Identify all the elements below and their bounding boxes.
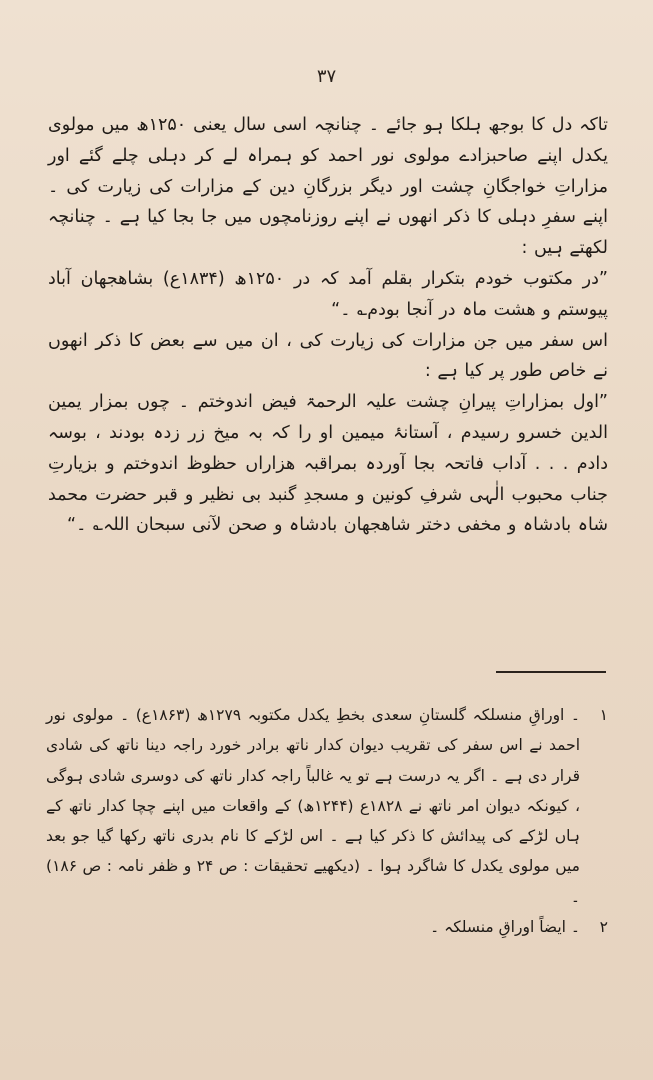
paragraph-shrines: اس سفر میں جن مزارات کی زیارت کی ، ان میں سے بعض کا ذکر انھوں نے خاص طور پر کیا ہے : bbox=[48, 330, 608, 382]
main-text bbox=[48, 110, 608, 541]
footnotes bbox=[46, 700, 608, 942]
footnote-text: ۔ اوراقِ منسلکہ گلستانِ سعدی بخطِ یکدل مکتوبہ ۱۲۷۹ھ (۱۸۶۳ع) ۔ مولوی نور احمد نے اس سفر کی تقریب دیوان کدار ناتھ برادر خورد راجہ دینا ناتھ کی شادی قرار دی ہے ۔ اگر یہ درست ہے تو یہ غالباً راجہ کدار ناتھ کی دوسری شادی ہوگی ، کیونکہ دیوان امر ناتھ نے ۱۸۲۸ع (۱۲۴۴ھ) کے واقعات میں اپنے چچا کدار ناتھ کے ہاں لڑکے کی پیدائش کا ذکر کیا ہے ۔ اس لڑکے کا نام بدری ناتھ رکھا گیا جو بعد میں مولوی یکدل کا شاگرد ہوا ۔ (دیکھیے تحقیقات : ص ۲۴ و ظفر نامہ : ص ۱۸۶) ۔ bbox=[46, 706, 581, 906]
footnote-divider bbox=[496, 671, 606, 673]
footnote-2 bbox=[46, 912, 608, 942]
paragraph-intro: تاکہ دل کا بوجھ ہلکا ہو جائے ۔ چنانچہ اسی سال یعنی ۱۲۵۰ھ میں مولوی یکدل اپنے صاحبزادے مولوی نور احمد کو ہمراہ لے کر دہلی چلے گئے اور مزاراتِ خواجگانِ چشت اور دیگر بزرگانِ دین کے مزارات کی زیارت کی ۔ اپنے سفرِ دہلی کا ذکر انھوں نے اپنے روزنامچوں میں جا بجا کیا ہے ۔ چنانچہ لکھتے ہیں : bbox=[48, 115, 608, 259]
footnote-1 bbox=[46, 700, 608, 912]
footnote-text: ۔ ایضاً اوراقِ منسلکہ ۔ bbox=[430, 918, 580, 937]
quote-persian-1: ”در مکتوب خودم بتکرار بقلم آمد کہ در ۱۲۵۰ھ (۱۸۳۴ع) بشاھجھان آباد پیوستم و ھشت ماہ در آنجا بودم؎ ۔“ bbox=[48, 268, 608, 320]
footnote-number: ۱ bbox=[599, 706, 608, 724]
footnote-number: ۲ bbox=[599, 918, 608, 937]
page-number: ۳۷ bbox=[316, 66, 337, 87]
quote-persian-2: ”اول بمزاراتِ پیرانِ چشت علیہ الرحمۃ فیض اندوختم ۔ چوں بمزار یمین الدین خسرو رسیدم ، آستانۂ میمین او را کہ بہ میخ زر زدہ بودند ، بوسہ دادم . . . آداب فاتحہ بجا آوردہ بمراقبہ ھزاراں حظوظ اندوختم و بزیارتِ جناب محبوب الٰہی شرفِ کونین و مسجدِ گنبد بی نظیر و قبر حضرت محمد شاہ بادشاہ و مخفی دختر شاھجھان بادشاہ و صحن لآنی سبحان اللہ؎ ۔“ bbox=[48, 392, 608, 536]
